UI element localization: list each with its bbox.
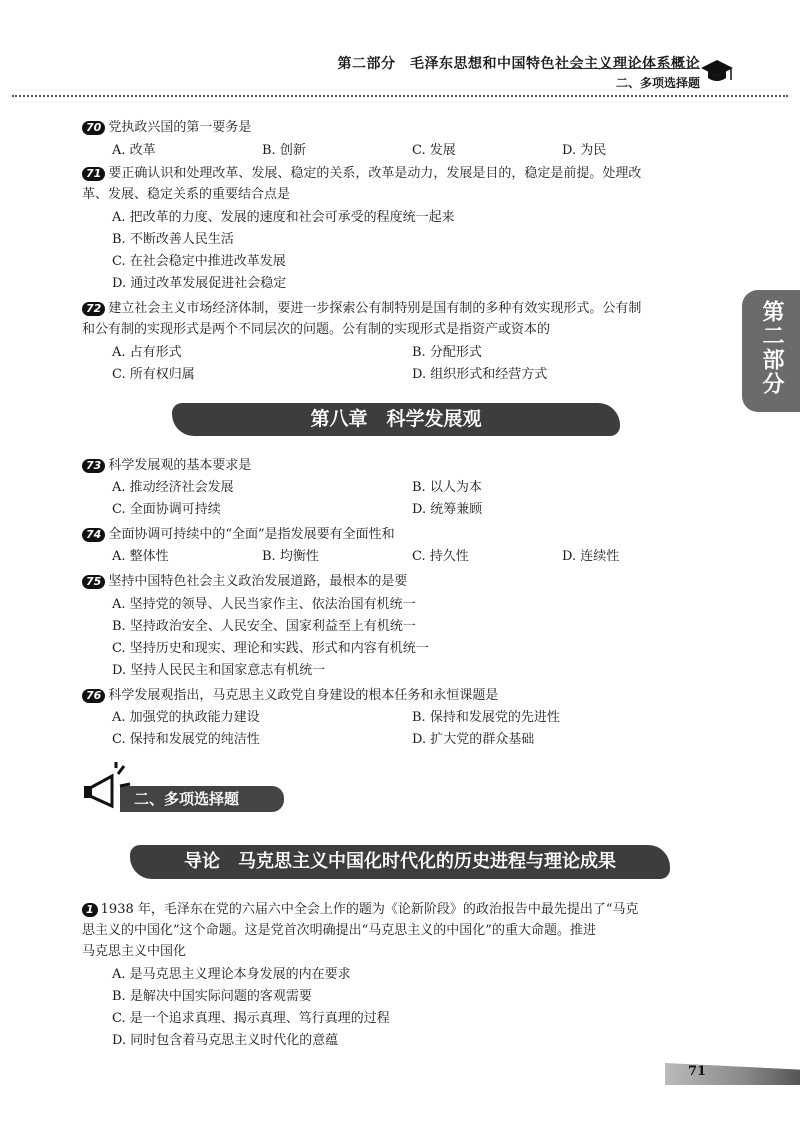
page-header-title: 第二部分 毛泽东思想和中国特色社会主义理论体系概论 xyxy=(337,56,700,72)
question-text: 坚持中国特色社会主义政治发展道路，最根本的是要 xyxy=(108,574,408,589)
options-1 xyxy=(112,964,712,1052)
option: D. 同时包含着马克思主义时代化的意蕴 xyxy=(112,1033,339,1048)
option: D. 统筹兼顾 xyxy=(412,502,483,517)
header-divider xyxy=(560,68,700,69)
question-text-line: 要正确认识和处理改革、发展、稳定的关系，改革是动力，发展是目的，稳定是前提。处理改 xyxy=(108,166,642,181)
option: C. 持久性 xyxy=(412,549,469,564)
options-71 xyxy=(112,207,712,295)
option: C. 发展 xyxy=(412,143,456,158)
question-75 xyxy=(82,571,722,592)
option: D. 坚持人民民主和国家意志有机统一 xyxy=(112,663,326,678)
option: A. 加强党的执政能力建设 xyxy=(112,710,260,725)
option: A. 把改革的力度、发展的速度和社会可承受的程度统一起来 xyxy=(112,210,455,225)
option: A. 是马克思主义理论本身发展的内在要求 xyxy=(112,967,351,982)
side-tab-text: 第二部分 xyxy=(759,300,784,396)
question-text-line: 建立社会主义市场经济体制，要进一步探索公有制特别是国有制的多种有效实现形式。公有制 xyxy=(108,301,642,316)
option: B. 是解决中国实际问题的客观需要 xyxy=(112,989,312,1004)
question-number: 76 xyxy=(82,689,105,703)
option: D. 扩大党的群众基础 xyxy=(412,732,535,747)
page-number: 71 xyxy=(688,1064,707,1079)
option: D. 连续性 xyxy=(562,549,620,564)
question-text-line: 思主义的中国化”这个命题。这是党首次明确提出“马克思主义的中国化”的重大命题。推进 xyxy=(82,923,596,938)
question-text-line: 革、发展、稳定关系的重要结合点是 xyxy=(82,187,291,202)
option: C. 坚持历史和现实、理论和实践、形式和内容有机统一 xyxy=(112,641,429,656)
question-73 xyxy=(82,455,722,476)
question-number: 70 xyxy=(82,121,105,135)
options-76 xyxy=(112,707,712,751)
options-75 xyxy=(112,594,712,682)
chapter-8-banner: 第八章 科学发展观 xyxy=(172,403,620,436)
intro-chapter-banner: 导论 马克思主义中国化时代化的历史进程与理论成果 xyxy=(130,845,670,879)
options-73 xyxy=(112,477,712,521)
question-number: 75 xyxy=(82,575,105,589)
option: D. 为民 xyxy=(562,143,607,158)
question-text: 党执政兴国的第一要务是 xyxy=(108,120,252,135)
question-text-line: 马克思主义中国化 xyxy=(82,944,187,959)
question-71 xyxy=(82,163,722,205)
option: C. 保持和发展党的纯洁性 xyxy=(112,732,260,747)
option: B. 分配形式 xyxy=(412,345,482,360)
option: D. 组织形式和经营方式 xyxy=(412,367,548,382)
megaphone-icon xyxy=(82,762,132,814)
option: C. 所有权归属 xyxy=(112,367,195,382)
question-74 xyxy=(82,524,722,545)
option: B. 坚持政治安全、人民安全、国家利益至上有机统一 xyxy=(112,619,416,634)
option: B. 创新 xyxy=(262,143,306,158)
question-text-line: 和公有制的实现形式是两个不同层次的问题。公有制的实现形式是指资产或资本的 xyxy=(82,322,551,337)
question-number: 73 xyxy=(82,459,105,473)
option: B. 以人为本 xyxy=(412,480,482,495)
question-text: 科学发展观指出，马克思主义政党自身建设的根本任务和永恒课题是 xyxy=(108,688,499,703)
option: B. 保持和发展党的先进性 xyxy=(412,710,560,725)
question-number: 74 xyxy=(82,528,105,542)
question-text: 全面协调可持续中的“全面”是指发展要有全面性和 xyxy=(108,527,395,542)
page-number-bar xyxy=(665,1063,800,1085)
question-text-line: 1938 年，毛泽东在党的六届六中全会上作的题为《论新阶段》的政治报告中最先提出了“马克 xyxy=(100,902,639,917)
option: A. 坚持党的领导、人民当家作主、依法治国有机统一 xyxy=(112,597,416,612)
question-72 xyxy=(82,298,722,340)
option: D. 通过改革发展促进社会稳定 xyxy=(112,276,287,291)
options-72 xyxy=(112,342,712,386)
question-number: 71 xyxy=(82,167,105,181)
options-70 xyxy=(112,140,712,162)
option: B. 均衡性 xyxy=(262,549,319,564)
header-dotted-rule xyxy=(12,95,788,97)
question-number: 1 xyxy=(82,903,98,917)
question-70 xyxy=(82,117,722,138)
option: C. 在社会稳定中推进改革发展 xyxy=(112,254,286,269)
question-text: 科学发展观的基本要求是 xyxy=(108,458,252,473)
option: B. 不断改善人民生活 xyxy=(112,232,234,247)
options-74 xyxy=(112,546,712,568)
option: A. 推动经济社会发展 xyxy=(112,480,234,495)
question-76 xyxy=(82,685,722,706)
option: C. 全面协调可持续 xyxy=(112,502,221,517)
page-header-subtitle: 二、多项选择题 xyxy=(615,76,700,90)
option: A. 改革 xyxy=(112,143,156,158)
option: C. 是一个追求真理、揭示真理、笃行真理的过程 xyxy=(112,1011,390,1026)
option: A. 整体性 xyxy=(112,549,169,564)
question-number: 72 xyxy=(82,302,105,316)
section-2-banner: 二、多项选择题 xyxy=(120,786,284,812)
option: A. 占有形式 xyxy=(112,345,182,360)
side-tab-label xyxy=(748,300,794,396)
question-1 xyxy=(82,899,722,962)
graduation-cap-icon xyxy=(700,56,734,86)
